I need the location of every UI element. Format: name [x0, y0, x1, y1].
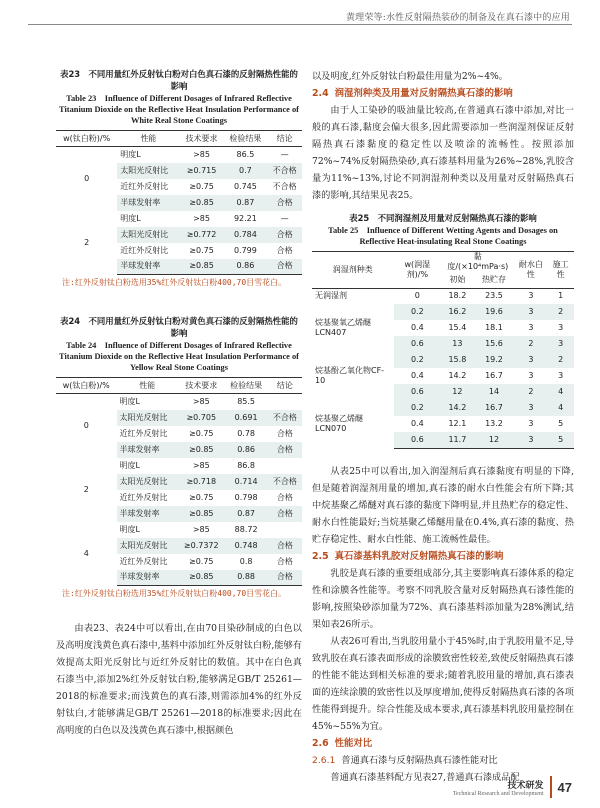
table-cell: 合格 — [268, 570, 302, 586]
table-cell: ≥0.75 — [189, 492, 214, 502]
table-cell: 近红外反射比 — [120, 181, 169, 191]
table-cell: 92.21 — [233, 213, 257, 223]
table-cell: 3 — [558, 371, 564, 380]
section-title: 真石漆基料乳胶对反射隔热真石漆的影响 — [334, 550, 504, 562]
table-cell: 0.2 — [394, 400, 442, 416]
column-header: 润湿剂种类 — [312, 252, 394, 289]
table-cell: 3 — [547, 336, 574, 352]
table-cell: 12.1 — [448, 419, 467, 428]
section-title: 性能对比 — [334, 737, 373, 749]
table-cell: 88.72 — [234, 524, 258, 534]
table-cell: 近红外反射比 — [119, 556, 168, 566]
table-row — [56, 394, 302, 410]
agent-name-cell: 烷基聚乙烯醚LCN070 — [315, 414, 363, 433]
table-cell: 13.2 — [485, 419, 503, 428]
table-row — [312, 352, 574, 368]
table-cell: 0.4 — [410, 371, 424, 380]
table-cell: 11.7 — [441, 432, 473, 448]
page-footer — [453, 776, 572, 798]
table23-caption-cn: 表23 不同用量红外反射钛白粉对白色真石漆的反射隔热性能的影响 — [60, 69, 298, 91]
dose-cell: 2 — [84, 237, 90, 247]
table-cell: 16.7 — [474, 400, 515, 416]
table-cell: 明度L — [119, 524, 140, 534]
column-header: 结论 — [267, 131, 302, 147]
table-cell: 合格 — [267, 259, 302, 275]
table-cell: 0.4 — [410, 323, 424, 332]
column-header: 技术要求 — [180, 131, 224, 147]
column-header: 性能 — [117, 131, 179, 147]
dose-cell: 0 — [84, 173, 90, 183]
table23-caption-en: Table 23 Influence of Different Dosages of Infrared Reflective Titanium Dioxide on the Reflective Heat Insulation Performance of White Real Stone Coatings — [59, 94, 299, 125]
table-cell: 5 — [558, 419, 564, 428]
table24 — [56, 377, 302, 586]
dose-cell: 2 — [83, 484, 89, 494]
table-cell: 0.87 — [224, 506, 267, 522]
table-cell: 3 — [528, 419, 534, 428]
subsection-title: 普通真石漆与反射隔热真石漆性能对比 — [341, 754, 498, 766]
table-cell: 不合格 — [272, 181, 297, 191]
table-cell: 0.8 — [239, 556, 253, 566]
table-cell: 太阳光反射比 — [117, 538, 179, 554]
table-cell: 合格 — [268, 538, 302, 554]
table-cell: ≥0.772 — [180, 227, 224, 243]
table-cell — [268, 458, 302, 474]
section-2-6-1-heading — [312, 752, 574, 769]
table-cell: 0 — [414, 291, 420, 301]
section-title: 润湿剂种类及用量对反射隔热真石漆的影响 — [334, 88, 513, 99]
table-cell: 3 — [514, 432, 547, 448]
table-cell: ≥0.75 — [189, 245, 214, 255]
table-cell: 明度L — [120, 149, 141, 159]
table23-note: 注:红外反射钛白粉选用35%红外反射钛白粉400,70目雪花白。 — [62, 278, 287, 287]
table-cell: ≥0.85 — [178, 442, 224, 458]
table-cell: 明度L — [119, 396, 140, 406]
table-cell: 86.8 — [237, 460, 256, 470]
table-cell — [268, 394, 302, 410]
section-2-5-paragraph-1: 乳胶是真石漆的重要组成部分,其主要影响真石漆体系的稳定性和涂膜各性能等。考察不同乳胶含量对反射隔热真石漆性能的影响,按照染砂添加量为72%、真石漆基料添加量为28%测试,结果如表26所示。 — [312, 567, 574, 630]
right-column — [312, 32, 574, 786]
table-cell: 0.714 — [224, 474, 267, 490]
table-cell: 半球发射率 — [117, 442, 179, 458]
table-cell: 4 — [547, 400, 574, 416]
table-cell: 15.6 — [474, 336, 515, 352]
table-cell: 3 — [514, 304, 547, 320]
journal-name-en: Technical Research and Development — [452, 790, 544, 797]
table-cell: 14.2 — [448, 371, 467, 380]
table-cell: 合格 — [276, 492, 293, 502]
table-cell: 0.78 — [237, 428, 256, 438]
table-row — [56, 147, 302, 163]
table-cell: ≥0.85 — [180, 259, 224, 275]
table-cell: 2 — [514, 336, 547, 352]
table-cell: 86.5 — [236, 149, 255, 159]
table-cell: 19.2 — [474, 352, 515, 368]
table-cell: 0.6 — [394, 384, 442, 400]
table-cell: 合格 — [276, 556, 293, 566]
table25-caption-en: Table 25 Influence of Different Wetting Agents and Dosages on Reflective Heat-insulating Real Stone Coatings — [328, 226, 558, 246]
table-cell: 18.1 — [485, 323, 503, 332]
table-cell: 3 — [528, 323, 534, 332]
table-cell: 3 — [528, 291, 534, 301]
column-header: 耐水白性 — [514, 252, 547, 289]
table-cell: 0.88 — [224, 570, 267, 586]
table-cell: 0.2 — [394, 352, 442, 368]
column-header: 施工性 — [547, 252, 574, 289]
table24-note: 注:红外反射钛白粉选用35%红外反射钛白粉400,70目雪花白。 — [62, 589, 287, 598]
table-cell: ≥0.718 — [178, 474, 224, 490]
section-number: 2.6 — [312, 737, 329, 749]
column-header: w(钛白粉)/% — [56, 131, 117, 147]
agent-name-cell: 烷基聚氧乙烯醚LCN407 — [315, 318, 371, 337]
table-cell: 近红外反射比 — [119, 428, 168, 438]
table-cell: 15.4 — [448, 323, 467, 332]
table23 — [56, 130, 302, 275]
table-cell: ≥0.705 — [178, 410, 224, 426]
table-cell: >85 — [192, 396, 210, 406]
table-row — [312, 400, 574, 416]
table-cell: 太阳光反射比 — [117, 410, 179, 426]
table-cell: 近红外反射比 — [120, 245, 169, 255]
table-cell: >85 — [192, 524, 210, 534]
table-cell: — — [280, 149, 289, 159]
header-rule — [28, 24, 572, 25]
table-row — [56, 522, 302, 538]
table25 — [312, 251, 574, 449]
table-cell: ≥0.75 — [189, 556, 214, 566]
table-cell: 太阳光反射比 — [117, 474, 179, 490]
column-header: w(润湿剂)/% — [394, 252, 442, 289]
column-header: 初始 — [441, 272, 473, 288]
table-cell: 16.7 — [485, 371, 503, 380]
table-cell: 0.86 — [223, 259, 267, 275]
table-row — [56, 458, 302, 474]
table-cell: 5 — [547, 432, 574, 448]
table-cell: 合格 — [268, 442, 302, 458]
table-row — [312, 288, 574, 304]
right-paragraph-1: 以及明度,红外反射钛白粉最佳用量为2%~4%。 — [312, 71, 508, 82]
table25-caption-cn: 表25 不同润湿剂及用量对反射隔热真石漆的影响 — [349, 213, 537, 223]
table24-caption-en: Table 24 Influence of Different Dosages of Infrared Reflective Titanium Dioxide on the Reflective Heat Insulation Performance of Yellow Real Stone Coatings — [59, 341, 299, 372]
column-header: 技术要求 — [178, 378, 224, 394]
table-row — [56, 211, 302, 227]
table-cell: 3 — [514, 400, 547, 416]
table-cell: >85 — [192, 460, 210, 470]
table-cell: 14.2 — [441, 400, 473, 416]
table-cell: 16.2 — [441, 304, 473, 320]
table-cell: 85.5 — [237, 396, 256, 406]
table-cell: ≥0.85 — [178, 506, 224, 522]
table-row — [312, 304, 574, 320]
left-column — [56, 32, 302, 739]
table-cell: 半球发射率 — [117, 506, 179, 522]
table-cell — [268, 522, 302, 538]
column-header: w(钛白粉)/% — [56, 378, 117, 394]
column-header: 热贮存 — [474, 272, 515, 288]
column-header: 结论 — [268, 378, 302, 394]
section-number: 2.4 — [312, 88, 329, 99]
section-number: 2.5 — [312, 550, 329, 562]
table-cell: 不合格 — [268, 474, 302, 490]
table-cell: 13 — [441, 336, 473, 352]
table-cell: >85 — [193, 149, 210, 159]
table-cell: 0.6 — [394, 336, 442, 352]
table-cell: 0.748 — [224, 538, 267, 554]
table-cell: — — [280, 213, 289, 223]
table-cell: ≥0.7372 — [178, 538, 224, 554]
section-2-6-heading — [312, 735, 574, 752]
table-cell: 不合格 — [267, 163, 302, 179]
column-header: 黏度/(×10⁴mPa·s) — [441, 252, 514, 273]
table-cell: 太阳光反射比 — [117, 163, 179, 179]
table-cell: 合格 — [267, 227, 302, 243]
table-cell: 太阳光反射比 — [117, 227, 179, 243]
table-cell: 0.86 — [224, 442, 267, 458]
section-2-6-1-paragraph: 普通真石漆基料配方见表27,普通真石漆成品配 — [330, 771, 520, 783]
table-cell: 0.2 — [394, 304, 442, 320]
page-number: 47 — [557, 779, 572, 795]
table-cell: ≥0.85 — [178, 570, 224, 586]
table-cell: 合格 — [276, 245, 293, 255]
agent-name-cell: 无润湿剂 — [315, 291, 347, 301]
column-header: 性能 — [117, 378, 179, 394]
table-cell: ≥0.85 — [180, 195, 224, 211]
table-cell: 2 — [547, 352, 574, 368]
journal-name — [453, 778, 544, 797]
section-2-4-heading — [312, 85, 574, 102]
table-cell: 4 — [547, 384, 574, 400]
table-cell: 近红外反射比 — [119, 492, 168, 502]
table-cell: 23.5 — [485, 291, 503, 301]
table-cell: 12 — [441, 384, 473, 400]
table-cell: ≥0.75 — [189, 181, 214, 191]
table-cell: 2 — [547, 304, 574, 320]
table-cell: >85 — [193, 213, 210, 223]
agent-name-cell: 烷基酚乙氧化物CF-10 — [315, 366, 385, 385]
table-cell: 0.799 — [233, 245, 257, 255]
table-cell: 14 — [474, 384, 515, 400]
dose-cell: 0 — [83, 420, 89, 430]
table-cell: 3 — [528, 371, 534, 380]
table-cell: 0.6 — [394, 432, 442, 448]
table-cell: ≥0.75 — [189, 428, 214, 438]
table-cell: 0.87 — [223, 195, 267, 211]
table-cell: 0.691 — [224, 410, 267, 426]
table24-caption-cn: 表24 不同用量红外反射钛白粉对黄色真石漆的反射隔热性能的影响 — [60, 316, 298, 338]
table-cell: 0.784 — [223, 227, 267, 243]
table-cell: 0.4 — [410, 419, 424, 428]
section-2-4-paragraph: 由于人工染砂的吸油量比较高,在普通真石漆中添加,对比一般的真石漆,黏度会偏大很多,因此需要添加一些润湿剂保证反射隔热真石漆黏度的稳定性以及喷涂的流畅性。按照添加72%~74%反射隔热染砂,真石漆基料用量为26%~28%,乳胶含量为11%~13%,讨论不同润湿剂种类以及用量对反射隔热真石漆的影响,其结果见表25。 — [312, 105, 574, 201]
running-header: 黄理荣等:水性反射隔热装砂的制备及在真石漆中的应用 — [345, 13, 570, 23]
dose-cell: 4 — [83, 548, 89, 558]
table-cell: 合格 — [267, 195, 302, 211]
table-cell: ≥0.715 — [180, 163, 224, 179]
table-cell: 0.798 — [234, 492, 258, 502]
table-cell: 明度L — [119, 460, 140, 470]
table-cell: 不合格 — [268, 410, 302, 426]
section-2-5-heading — [312, 548, 574, 565]
table-cell: 半球发射率 — [117, 570, 179, 586]
table-cell: 半球发射率 — [117, 195, 179, 211]
table-cell: 明度L — [120, 213, 141, 223]
table-cell: 18.2 — [448, 291, 467, 301]
table-cell: 0.7 — [223, 163, 267, 179]
subsection-number: 2.6.1 — [312, 754, 336, 766]
table-cell: 15.8 — [441, 352, 473, 368]
table-cell: 12 — [474, 432, 515, 448]
section-2-5-paragraph-2: 从表26可看出,当乳胶用量小于45%时,由于乳胶用量不足,导致乳胶在真石漆表面形成的涂膜致密性较差,致使反射隔热真石漆的性能不能达到相关标准的要求;随着乳胶用量的增加,真石漆表面的连续涂膜的致密性以及厚度增加,使得反射隔热真石漆的各项性能得到提升。综合性能及成本要求,真石漆基料乳胶用量控制在45%~55%为宜。 — [312, 635, 574, 732]
table-cell: 19.6 — [474, 304, 515, 320]
table-cell: 半球发射率 — [117, 259, 179, 275]
table-cell: 1 — [558, 291, 564, 301]
column-header: 检验结果 — [223, 131, 267, 147]
table-cell: 合格 — [268, 506, 302, 522]
left-paragraph: 由表23、表24中可以看出,在由70目染砂制成的白色以及高明度浅黄色真石漆中,基料中添加红外反射钛白粉,能够有效提高太阳光反射比与近红外反射比的数值。其中在白色真石漆当中,添加2%红外反射钛白粉,能够满足GB/T 25261—2018的标准要求;而浅黄色的真石漆,则需添加4%的红外反射钛白,才能够满足GB/T 25261—2018的标准要求;因此在高明度的白色以及浅黄色真石漆中,根据颜色 — [56, 623, 302, 736]
table-cell: 0.745 — [233, 181, 257, 191]
table-cell: 合格 — [276, 428, 293, 438]
table-cell: 2 — [514, 384, 547, 400]
column-header: 检验结果 — [224, 378, 267, 394]
footer-accent-bar — [550, 776, 552, 798]
table-cell: 3 — [514, 352, 547, 368]
journal-name-cn: 技术研发 — [507, 780, 544, 791]
table-cell: 3 — [558, 323, 564, 332]
table25-discussion: 从表25中可以看出,加入润湿剂后真石漆黏度有明显的下降,但是随着润湿剂用量的增加,真石漆的耐水白性能会有所下降;其中烷基聚乙烯醚对真石漆的黏度下降明显,并且热贮存的稳定性、耐水白性能最好;当烷基聚乙烯醚用量在0.4%,真石漆的黏度、热贮存稳定性、耐水白性能、施工流畅性最佳。 — [312, 465, 574, 545]
